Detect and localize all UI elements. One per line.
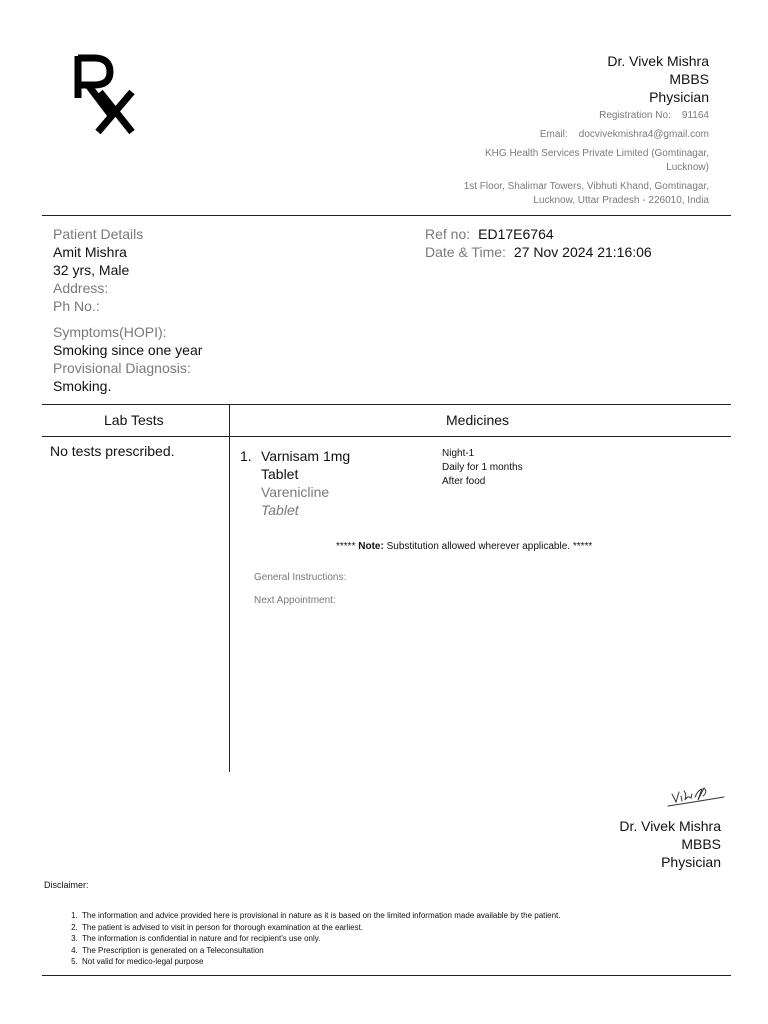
signature-doctor-title: Physician: [661, 854, 721, 870]
patient-address-label: Address:: [53, 280, 109, 296]
doctor-degree: MBBS: [669, 71, 709, 87]
rx-symbol-icon: [74, 54, 144, 136]
dose-food: After food: [442, 476, 486, 487]
disclaimer-item: 4. The Prescription is generated on a Teleconsultation: [80, 945, 561, 957]
disclaimer-list: [66, 910, 561, 968]
doctor-header: [607, 52, 709, 106]
general-instructions-label: General Instructions:: [254, 572, 347, 583]
disclaimer-item: 5. Not valid for medico-legal purpose: [80, 956, 561, 968]
org-line-1: KHG Health Services Private Limited (Gomtinagar,: [485, 148, 709, 159]
note-text: Substitution allowed wherever applicable. *****: [386, 541, 593, 552]
medicine-generic-form: Tablet: [261, 502, 299, 518]
medicine-dosage: [442, 447, 523, 489]
divider-table-top: [42, 404, 731, 405]
disclaimer-item: 2. The patient is advised to visit in person for thorough examination at the earliest.: [80, 922, 561, 934]
symptoms-value: Smoking since one year: [53, 342, 203, 358]
signature-icon: [664, 780, 726, 810]
registration-number: 91164: [681, 110, 709, 121]
note-label: Note:: [358, 541, 384, 552]
registration-row: [409, 109, 709, 123]
ref-label: Ref no:: [425, 226, 471, 242]
dose-duration: Daily for 1 months: [442, 462, 523, 473]
disclaimer-title: Disclaimer:: [44, 880, 89, 890]
email-row: [409, 128, 709, 142]
medicine-number: 1.: [240, 448, 252, 464]
divider-top: [42, 215, 731, 216]
signature-block: [619, 817, 721, 871]
medicines-header: Medicines: [446, 412, 510, 428]
dose-timing: Night-1: [442, 448, 475, 459]
doctor-meta: [409, 109, 709, 208]
disclaimer-item: 1. The information and advice provided here is provisional in nature as it is based on the limited information made available by the patient.: [80, 910, 561, 922]
patient-phone-label: Ph No.:: [53, 298, 100, 314]
ref-value: ED17E6764: [478, 226, 554, 242]
datetime-value: 27 Nov 2024 21:16:06: [513, 244, 652, 260]
symptoms-label: Symptoms(HOPI):: [53, 324, 167, 340]
lab-tests-header: Lab Tests: [104, 412, 164, 428]
datetime-label: Date & Time:: [425, 244, 506, 260]
lab-tests-empty: No tests prescribed.: [50, 443, 175, 459]
email-value: docvivekmishra4@gmail.com: [578, 129, 709, 140]
divider-table-header: [42, 436, 731, 437]
diagnosis-label: Provisional Diagnosis:: [53, 360, 191, 376]
medicine-form: Tablet: [261, 466, 299, 482]
address-line-2: Lucknow, Uttar Pradesh - 226010, India: [533, 195, 709, 206]
signature-doctor-degree: MBBS: [681, 836, 721, 852]
medicine-name: Varnisam 1mg: [261, 448, 351, 464]
disclaimer-item: 3. The information is confidential in nature and for recipient's use only.: [80, 933, 561, 945]
divider-bottom: [42, 975, 731, 976]
divider-column: [229, 404, 230, 772]
reference-block: [425, 225, 652, 261]
signature-doctor-name: Dr. Vivek Mishra: [619, 818, 721, 834]
patient-name: Amit Mishra: [53, 244, 127, 260]
ref-row: [425, 225, 652, 243]
registration-label: Registration No:: [599, 110, 671, 121]
medicine-generic: Varenicline: [261, 484, 330, 500]
doctor-name: Dr. Vivek Mishra: [607, 53, 709, 69]
patient-age-sex: 32 yrs, Male: [53, 262, 130, 278]
substitution-note: [336, 541, 592, 552]
email-label: Email:: [539, 129, 568, 140]
org-line-2: Lucknow): [666, 162, 709, 173]
note-prefix: *****: [336, 541, 356, 552]
patient-section-label: Patient Details: [53, 226, 144, 242]
doctor-title: Physician: [649, 89, 709, 105]
next-appointment-label: Next Appointment:: [254, 595, 336, 606]
patient-details: [53, 225, 202, 395]
datetime-row: [425, 243, 652, 261]
diagnosis-value: Smoking.: [53, 378, 112, 394]
address-line-1: 1st Floor, Shalimar Towers, Vibhuti Khand, Gomtinagar,: [463, 181, 709, 192]
